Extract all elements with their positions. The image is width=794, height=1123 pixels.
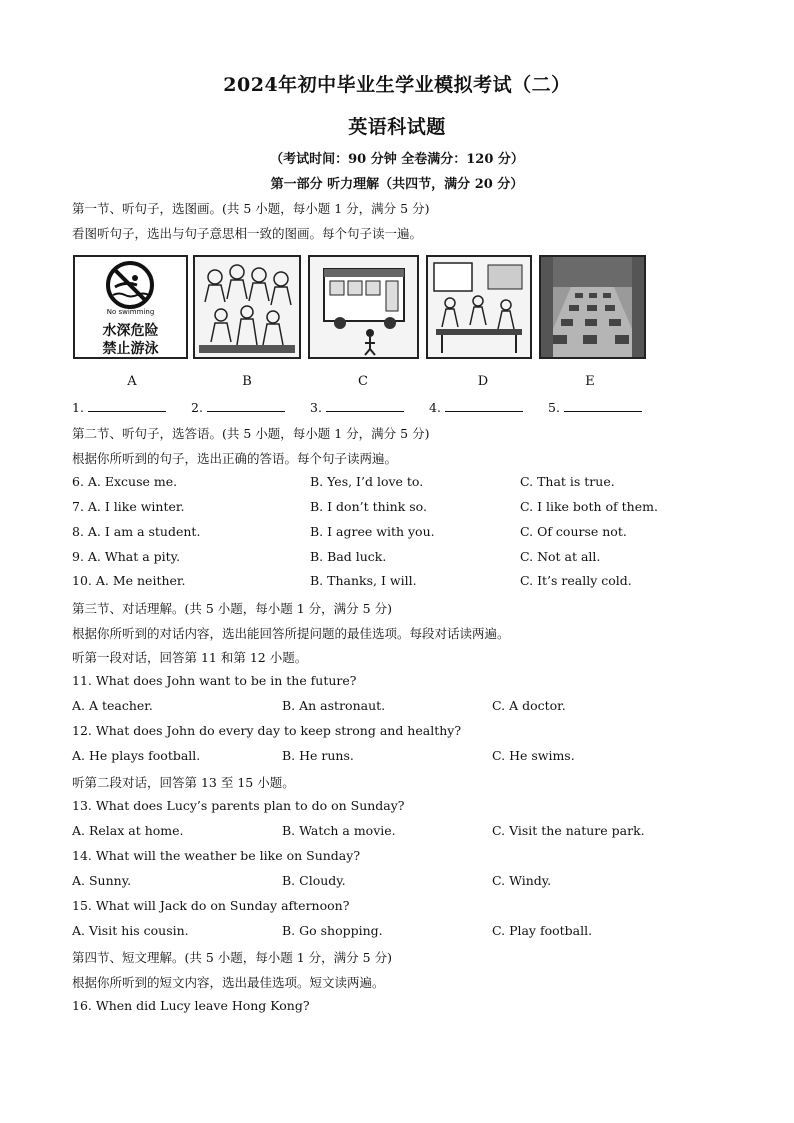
answer-blank-1[interactable] bbox=[72, 399, 166, 415]
blank-number-2: 2. bbox=[191, 400, 203, 415]
sign-text-cn-2: 禁止游泳 bbox=[102, 341, 159, 357]
q7-option-a[interactable]: 7. A. I like winter. bbox=[72, 499, 185, 514]
picture-label-b: B bbox=[242, 374, 252, 389]
picture-label-d: D bbox=[477, 374, 489, 389]
picture-label-c: C bbox=[358, 374, 368, 389]
q11-option-a[interactable]: A. A teacher. bbox=[72, 698, 153, 713]
q9-option-a[interactable]: 9. A. What a pity. bbox=[72, 549, 181, 564]
q8-option-b[interactable]: B. I agree with you. bbox=[310, 524, 435, 539]
q7-option-b[interactable]: B. I don’t think so. bbox=[310, 499, 427, 514]
q10-option-b[interactable]: B. Thanks, I will. bbox=[310, 573, 417, 588]
sign-text-en: No swimming bbox=[106, 308, 155, 316]
q11-option-c[interactable]: C. A doctor. bbox=[492, 698, 566, 713]
q6-option-c[interactable]: C. That is true. bbox=[520, 474, 615, 489]
q15-option-a[interactable]: A. Visit his cousin. bbox=[72, 923, 189, 938]
q12-option-b[interactable]: B. He runs. bbox=[282, 748, 354, 763]
q15-option-b[interactable]: B. Go shopping. bbox=[282, 923, 383, 938]
dialog1-note: 听第一段对话，回答第 11 和第 12 小题。 bbox=[72, 650, 308, 665]
q14-option-b[interactable]: B. Cloudy. bbox=[282, 873, 346, 888]
blank-line bbox=[564, 399, 642, 412]
dialog2-note: 听第二段对话，回答第 13 至 15 小题。 bbox=[72, 775, 295, 790]
q12-text: 12. What does John do every day to keep strong and healthy? bbox=[72, 723, 462, 738]
part-one-heading: 第一部分 听力理解（共四节，满分 20 分） bbox=[270, 177, 524, 192]
q14-option-c[interactable]: C. Windy. bbox=[492, 873, 552, 888]
classroom-icon bbox=[428, 257, 530, 357]
blank-line bbox=[445, 399, 523, 412]
blank-number-5: 5. bbox=[548, 400, 560, 415]
blank-number-4: 4. bbox=[429, 400, 441, 415]
q11-text: 11. What does John want to be in the future? bbox=[72, 673, 357, 688]
answer-blank-2[interactable] bbox=[191, 399, 285, 415]
q7-option-c[interactable]: C. I like both of them. bbox=[520, 499, 658, 514]
q15-option-c[interactable]: C. Play football. bbox=[492, 923, 593, 938]
blank-line bbox=[207, 399, 285, 412]
q13-option-a[interactable]: A. Relax at home. bbox=[72, 823, 184, 838]
section2-instruction: 根据你所听到的句子，选出正确的答语。每个句子读两遍。 bbox=[72, 451, 398, 466]
picture-label-e: E bbox=[585, 374, 595, 389]
section4-heading: 第四节、短文理解。(共 5 小题，每小题 1 分，满分 5 分) bbox=[72, 950, 392, 965]
q12-option-c[interactable]: C. He swims. bbox=[492, 748, 575, 763]
q12-option-a[interactable]: A. He plays football. bbox=[72, 748, 201, 763]
exam-info: （考试时间：90 分钟 全卷满分：120 分） bbox=[270, 152, 524, 167]
picture-b-family-group bbox=[193, 255, 301, 359]
q14-text: 14. What will the weather be like on Sunday? bbox=[72, 848, 361, 863]
section3-heading: 第三节、对话理解。(共 5 小题，每小题 1 分，满分 5 分) bbox=[72, 601, 392, 616]
blank-line bbox=[326, 399, 404, 412]
q10-option-a[interactable]: 10. A. Me neither. bbox=[72, 573, 186, 588]
answer-blank-5[interactable] bbox=[548, 399, 642, 415]
section3-instruction: 根据你所听到的对话内容，选出能回答所提问题的最佳选项。每段对话读两遍。 bbox=[72, 626, 510, 641]
q13-option-b[interactable]: B. Watch a movie. bbox=[282, 823, 396, 838]
picture-e-traffic-jam bbox=[539, 255, 646, 359]
q9-option-b[interactable]: B. Bad luck. bbox=[310, 549, 387, 564]
answer-blank-4[interactable] bbox=[429, 399, 523, 415]
q6-option-a[interactable]: 6. A. Excuse me. bbox=[72, 474, 178, 489]
exam-title: 2024年初中毕业生学业模拟考试（二） bbox=[223, 74, 571, 96]
q11-option-b[interactable]: B. An astronaut. bbox=[282, 698, 386, 713]
blank-line bbox=[88, 399, 166, 412]
q14-option-a[interactable]: A. Sunny. bbox=[72, 873, 132, 888]
q13-text: 13. What does Lucy’s parents plan to do on Sunday? bbox=[72, 798, 405, 813]
family-group-icon bbox=[195, 257, 299, 357]
q6-option-b[interactable]: B. Yes, I’d love to. bbox=[310, 474, 424, 489]
q15-text: 15. What will Jack do on Sunday afternoon? bbox=[72, 898, 350, 913]
section2-heading: 第二节、听句子，选答语。(共 5 小题，每小题 1 分，满分 5 分) bbox=[72, 426, 430, 441]
blank-number-3: 3. bbox=[310, 400, 322, 415]
q10-option-c[interactable]: C. It’s really cold. bbox=[520, 573, 632, 588]
subject-title: 英语科试题 bbox=[348, 116, 446, 138]
picture-a-no-swimming-sign bbox=[73, 255, 188, 359]
section1-heading: 第一节、听句子，选图画。(共 5 小题，每小题 1 分，满分 5 分) bbox=[72, 201, 430, 216]
section1-instruction: 看图听句子，选出与句子意思相一致的图画。每个句子读一遍。 bbox=[72, 226, 423, 241]
picture-c-bus bbox=[308, 255, 419, 359]
q8-option-c[interactable]: C. Of course not. bbox=[520, 524, 627, 539]
q13-option-c[interactable]: C. Visit the nature park. bbox=[492, 823, 645, 838]
q8-option-a[interactable]: 8. A. I am a student. bbox=[72, 524, 201, 539]
answer-blank-3[interactable] bbox=[310, 399, 404, 415]
bus-icon bbox=[310, 257, 417, 357]
picture-d-classroom bbox=[426, 255, 532, 359]
q9-option-c[interactable]: C. Not at all. bbox=[520, 549, 601, 564]
blank-number-1: 1. bbox=[72, 400, 84, 415]
section4-instruction: 根据你所听到的短文内容，选出最佳选项。短文读两遍。 bbox=[72, 975, 385, 990]
sign-text-cn-1: 水深危险 bbox=[102, 323, 159, 339]
picture-label-a: A bbox=[127, 374, 137, 389]
q16-text: 16. When did Lucy leave Hong Kong? bbox=[72, 998, 310, 1013]
traffic-jam-icon bbox=[541, 257, 644, 357]
